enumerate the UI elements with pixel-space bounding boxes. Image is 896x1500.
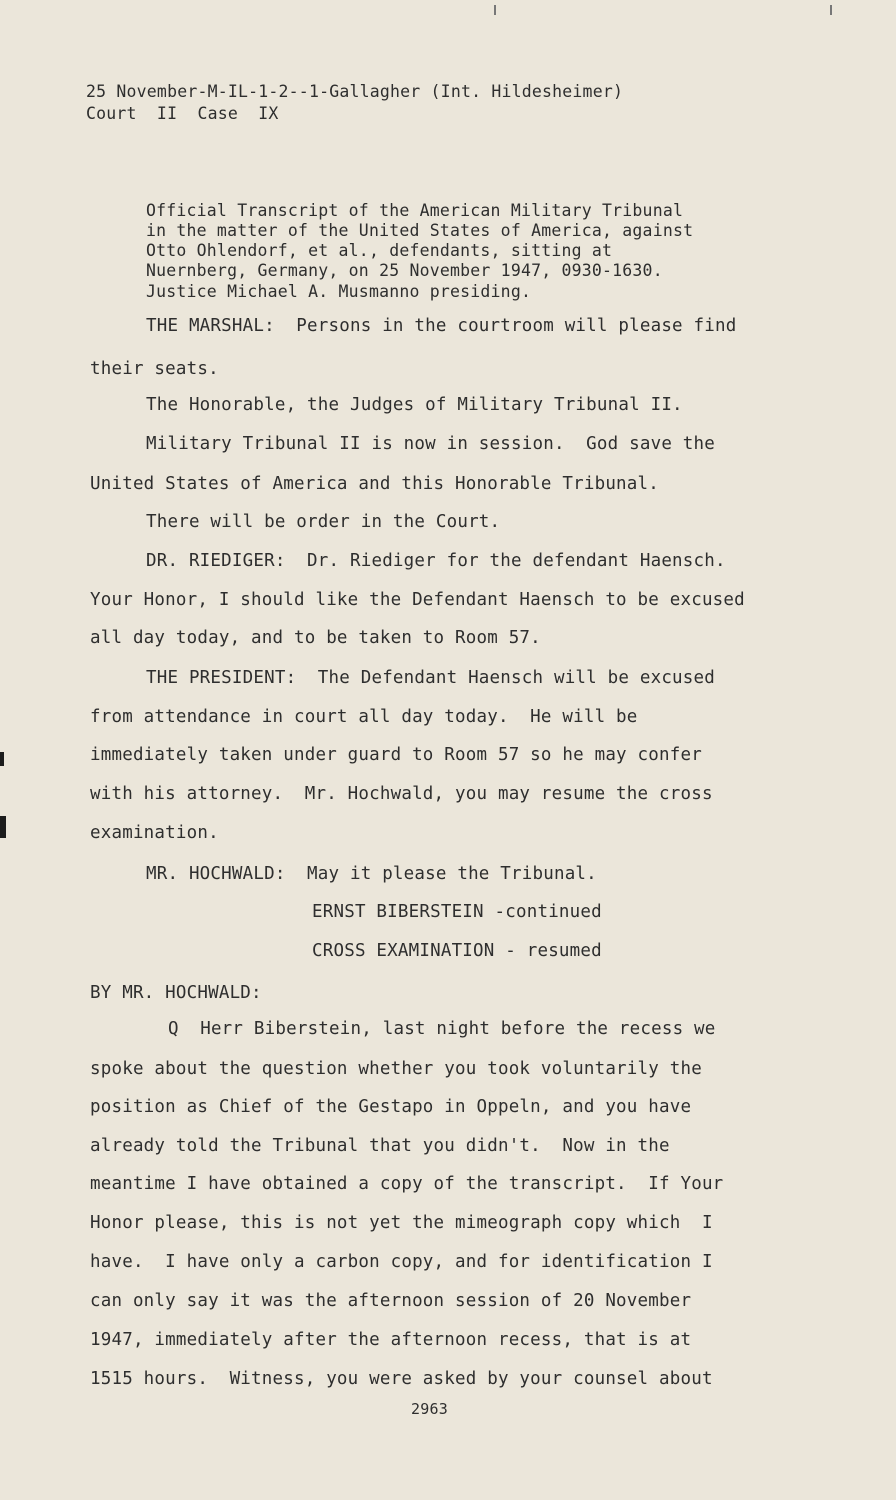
intro-line: Nuernberg, Germany, on 25 November 1947, 0930-1630. xyxy=(146,261,663,280)
body-line: have. I have only a carbon copy, and for identification I xyxy=(90,1252,713,1272)
body-line: Honor please, this is not yet the mimeograph copy which I xyxy=(90,1213,713,1233)
corner-mark xyxy=(494,5,496,15)
body-line: already told the Tribunal that you didn't. Now in the xyxy=(90,1136,670,1156)
body-line: spoke about the question whether you took voluntarily the xyxy=(90,1059,702,1079)
body-line: can only say it was the afternoon session of 20 November xyxy=(90,1291,692,1311)
body-line: examination. xyxy=(90,823,219,843)
body-line: Military Tribunal II is now in session. God save the xyxy=(146,434,716,454)
body-line: United States of America and this Honorable Tribunal. xyxy=(90,474,660,494)
body-line: all day today, and to be taken to Room 57. xyxy=(90,628,541,648)
intro-line: Otto Ohlendorf, et al., defendants, sitting at xyxy=(146,241,613,260)
body-line: their seats. xyxy=(90,359,219,379)
body-line: There will be order in the Court. xyxy=(146,512,501,532)
punch-mark xyxy=(0,816,6,838)
body-line: 1515 hours. Witness, you were asked by your counsel about xyxy=(90,1369,713,1389)
body-line: The Honorable, the Judges of Military Tribunal II. xyxy=(146,395,683,415)
punch-mark xyxy=(0,752,4,766)
body-line: 1947, immediately after the afternoon recess, that is at xyxy=(90,1330,692,1350)
body-line: meantime I have obtained a copy of the transcript. If Your xyxy=(90,1174,724,1194)
body-line: DR. RIEDIGER: Dr. Riediger for the defendant Haensch. xyxy=(146,551,726,571)
intro-line: Official Transcript of the American Military Tribunal xyxy=(146,201,684,220)
body-line: Q Herr Biberstein, last night before the recess we xyxy=(168,1019,716,1039)
header-line: Court II Case IX xyxy=(86,104,279,123)
body-line: BY MR. HOCHWALD: xyxy=(90,983,262,1003)
corner-mark xyxy=(830,5,832,15)
body-line: THE MARSHAL: Persons in the courtroom will please find xyxy=(146,316,737,336)
body-line: immediately taken under guard to Room 57 so he may confer xyxy=(90,745,702,765)
intro-line: Justice Michael A. Musmanno presiding. xyxy=(146,282,532,301)
body-line: with his attorney. Mr. Hochwald, you may resume the cross xyxy=(90,784,713,804)
body-line: THE PRESIDENT: The Defendant Haensch will be excused xyxy=(146,668,716,688)
body-line: ERNST BIBERSTEIN -continued xyxy=(312,902,602,922)
body-line: CROSS EXAMINATION - resumed xyxy=(312,941,602,961)
body-line: position as Chief of the Gestapo in Oppeln, and you have xyxy=(90,1097,692,1117)
body-line: Your Honor, I should like the Defendant Haensch to be excused xyxy=(90,590,745,610)
page-number: 2963 xyxy=(411,1400,448,1418)
intro-line: in the matter of the United States of America, against xyxy=(146,221,694,240)
header-line: 25 November-M-IL-1-2--1-Gallagher (Int. Hildesheimer) xyxy=(86,82,624,101)
body-line: MR. HOCHWALD: May it please the Tribunal. xyxy=(146,864,597,884)
body-line: from attendance in court all day today. He will be xyxy=(90,707,638,727)
